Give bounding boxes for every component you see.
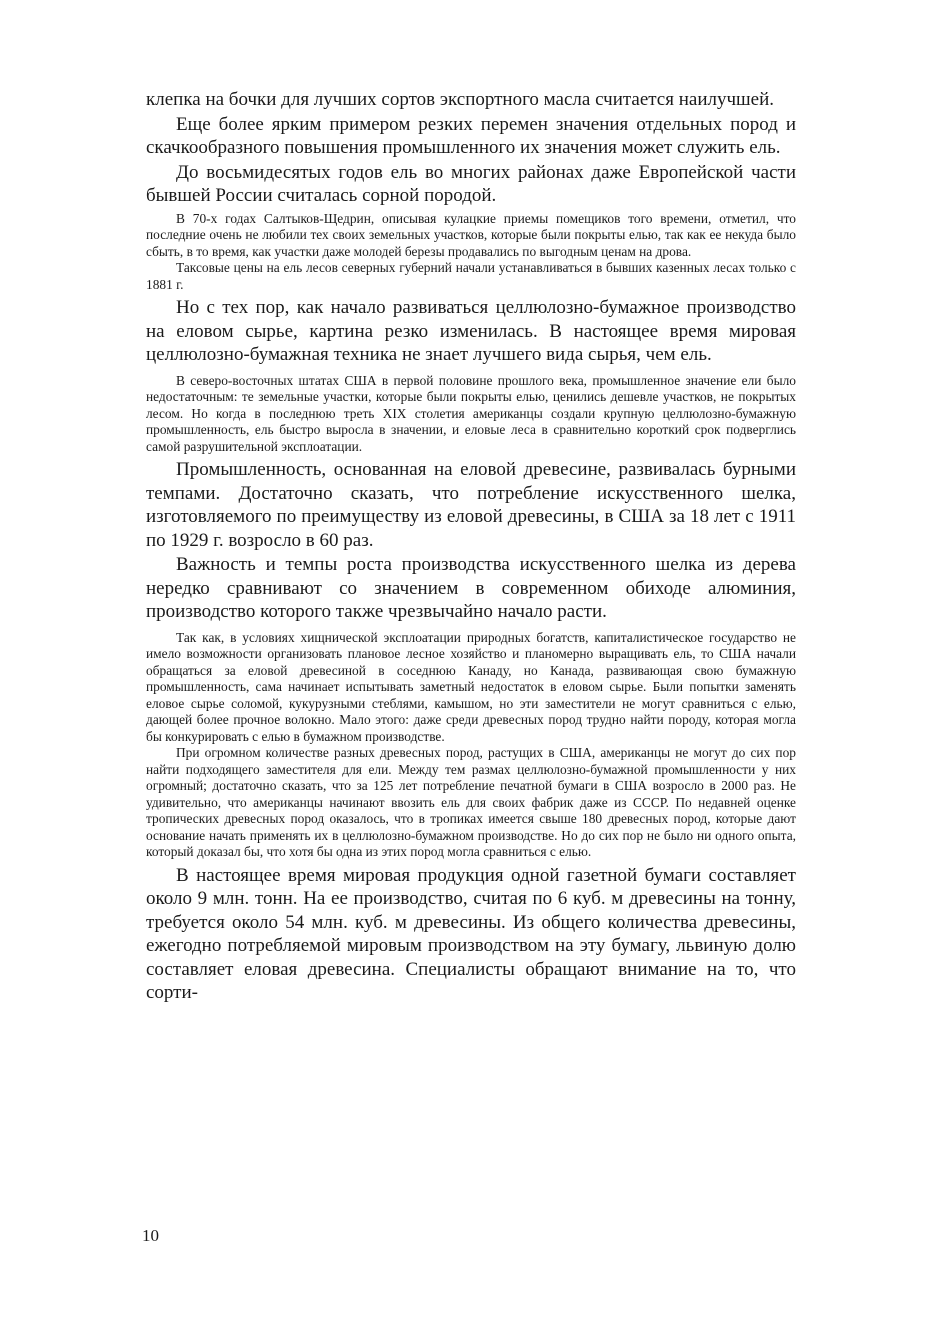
footnote-paragraph: Таксовые цены на ель лесов северных губерний начали устанавливаться в бывших казенных лесах только с 1881 г. xyxy=(146,260,796,292)
footnote-paragraph: При огромном количестве разных древесных пород, растущих в США, американцы не могут до сих пор найти подходящего заместителя для ели. Между тем размах целлюлозно-бумажной промышленности у них огромный; достаточно сказать, что за 125 лет потребление печатной бумаги в США возросло в 2000 раз. Не удивительно, что американцы начинают ввозить ель для своих фабрик даже из СССР. По недавней оценке тропических древесных пород оказалось, что в тропиках имеется свыше 180 древесных пород, которые дают основание начать применять их в целлюлозно-бумажном производстве. Но до сих пор не было ни одного опыта, который доказал бы, что хотя бы одна из этих пород могла сравниться с елью. xyxy=(146,745,796,859)
footnote-paragraph: В северо-восточных штатах США в первой половине прошлого века, промышленное значение ели было недостаточным: те земельные участки, которые были покрыты елью, ценились дешевле участков, не покрытых лесом. Но когда в последнюю треть XIX столетия американцы создали крупную целлюлозно-бумажную промышленность, ель быстро выросла в значении, и еловые леса в сравнительно короткий срок подверглись самой разрушительной эксплоатации. xyxy=(146,372,796,454)
footnote-paragraph: В 70-х годах Салтыков-Щедрин, описывая кулацкие приемы помещиков того времени, отметил, что последние очень не любили тех своих земельных участков, которые были покрыты елью, так как ее некуда было сбыть, в то время, как участки даже молодей березы продавались по выгодным ценам на дрова. xyxy=(146,210,796,259)
page-number: 10 xyxy=(142,1226,159,1245)
footnote-paragraph: Так как, в условиях хищнической эксплоатации природных богатств, капиталистическое государство не имело возможности организовать плановое лесное хозяйство и планомерно выращивать ель, то США начали обращаться за еловой древесиной в соседнюю Канаду, но Канада, развивающая свою бумажную промышленность, сама начинает испытывать заметный недостаток в еловом сырье. Были попытки заменять еловое сырье соломой, кукурузными стеблями, камышом, но эти заместители не могут сравниться с елью, дающей более прочное волокно. Мало этого: даже среди древесных пород трудно найти породу, которая могла бы конкурировать с елью в бумажном производстве. xyxy=(146,629,796,744)
paragraph: Промышленность, основанная на еловой древесине, развивалась бурными темпами. Достаточно сказать, что потребление искусственного шелка, изготовляемого по преимуществу из еловой древесины, в США за 18 лет с 1911 по 1929 г. возросло в 60 раз. xyxy=(146,459,796,551)
paragraph: Важность и темпы роста производства искусственного шелка из дерева нередко сравнивают со значением в современном обиходе алюминия, производство которого также чрезвычайно начало расти. xyxy=(146,554,796,622)
paragraph: В настоящее время мировая продукция одной газетной бумаги составляет около 9 млн. тонн. На ее производство, считая по 6 куб. м древесины на тонну, требуется около 54 млн. куб. м древесины. Из общего количества древесины, ежегодно потребляемой мировым производством на эту бумагу, львиную долю составляет еловая древесина. Специалисты обращают внимание на то, что сорти- xyxy=(146,864,796,1003)
page-text-block xyxy=(146,88,796,1006)
paragraph: Еще более ярким примером резких перемен значения отдельных пород и скачкообразного повышения промышленного их значения может служить ель. xyxy=(146,113,796,158)
paragraph: До восьмидесятых годов ель во многих районах даже Европейской части бывшей России считалась сорной породой. xyxy=(146,161,796,206)
paragraph: клепка на бочки для лучших сортов экспортного масла считается наилучшей. xyxy=(146,89,775,110)
paragraph: Но с тех пор, как начало развиваться целлюлозно-бумажное производство на еловом сырье, картина резко изменилась. В настоящее время мировая целлюлозно-бумажная техника не знает лучшего вида сырья, чем ель. xyxy=(146,297,796,365)
